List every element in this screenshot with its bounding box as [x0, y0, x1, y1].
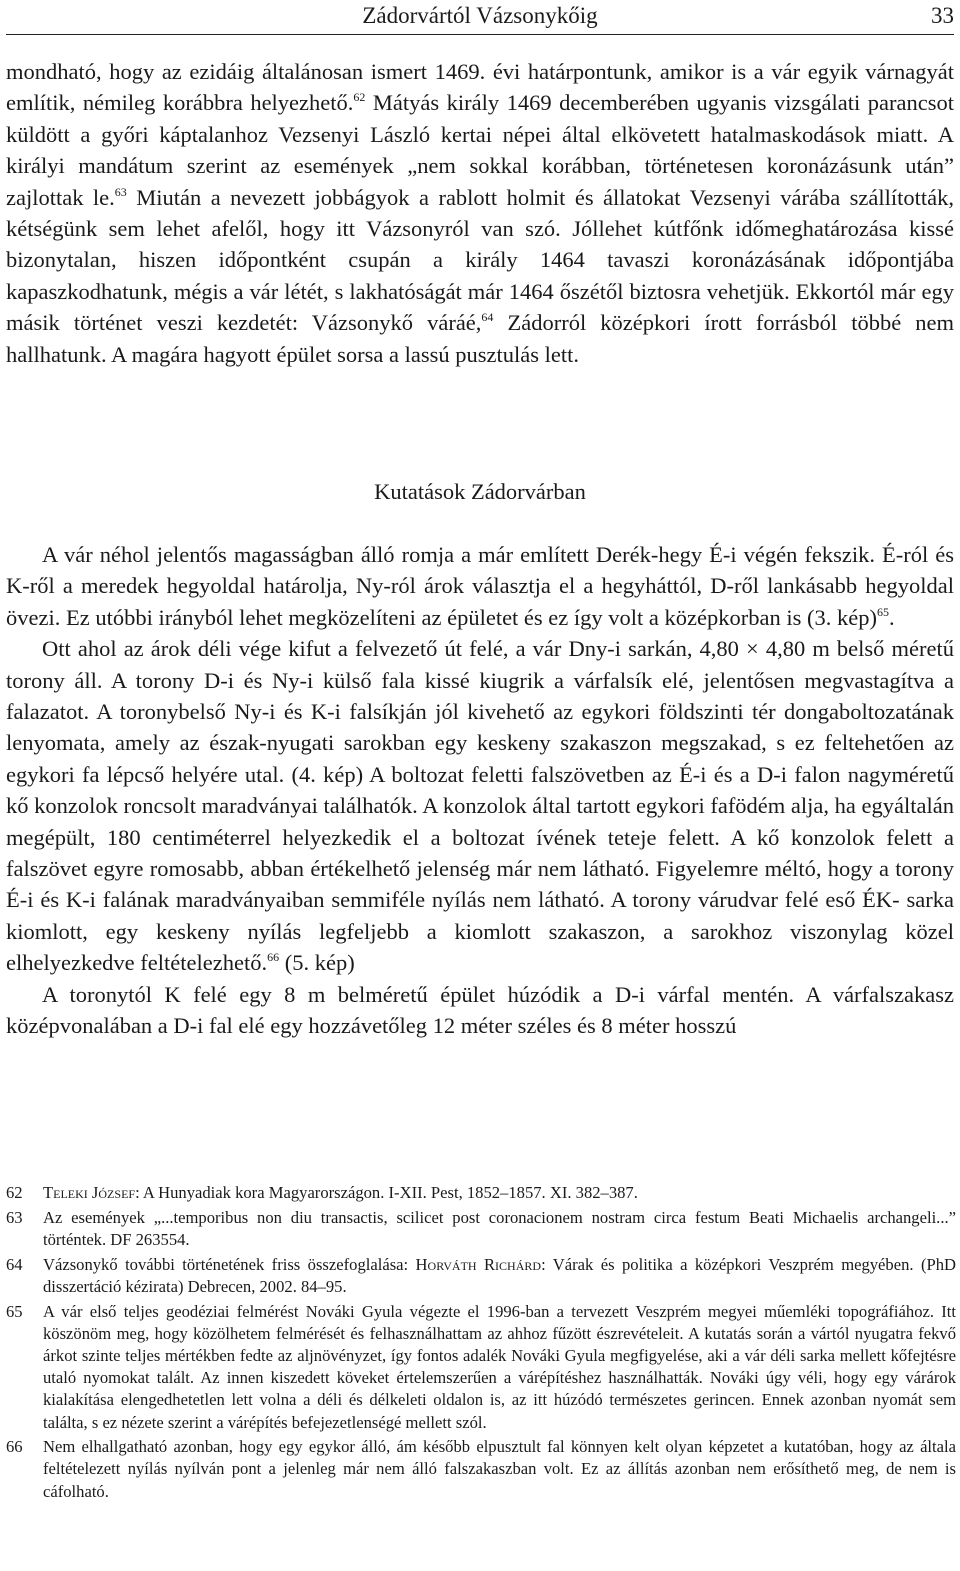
- body-text: [6, 56, 954, 370]
- footnote-number: 62: [6, 1183, 23, 1202]
- footnote-ref-63[interactable]: 63: [114, 184, 127, 199]
- footnote-text: A vár első teljes geodéziai felmérést Nováki Gyula végezte el 1996-ban a tervezett Veszprém megyei műemléki topográfiához. Itt köszönöm meg, hogy közölhetem felmérését és felhasználhattam az ahhoz fűzött észrevételeit. A kutatás során a vártól nyugatra fekvő árkot szinte teljes mértékben fedte az aljnövényzet, így fontos adalék Nováki Gyula megfigyelése, aki a vár déli sarka mellett kőfejtésre utaló nyomokat talált. Az innen kiszedett köveket értelemszerűen a várépítéshez használhatták. Nováki úgy véli, hogy egy várárok kialakítása elengedhetetlen lett volna a déli és délkeleti oldalon is, az itt húzódó természetes gerincen. Ennek azonban nyomát sem találta, s ez nézete szerint a várépítés befejezetlenségé mellett szól.: [43, 1301, 956, 1432]
- footnote-text: Vázsonykő további történetének friss összefoglalása:: [43, 1254, 416, 1274]
- footnote-63: [6, 1207, 956, 1251]
- page-number: 33: [931, 3, 954, 28]
- body-paragraph: [6, 56, 954, 370]
- footnote-number: 65: [6, 1301, 23, 1321]
- text-run: mondható, hogy az ezidáig általánosan ismert 1469. évi határpontunk, amikor is a vár egyik várnagyát említik, némileg korábbra helyezhető.: [6, 59, 954, 116]
- section-heading: Kutatások Zádorvárban: [374, 479, 586, 504]
- footnote-text: : Várak és politika a középkori Veszprém megyében. (PhD disszertáció kézirata) Debrecen, 2002. 84–95.: [43, 1254, 956, 1296]
- footnote-64: [6, 1254, 956, 1298]
- page-header: [6, 0, 954, 35]
- footnote-ref-64[interactable]: 64: [481, 310, 494, 325]
- footnote-62: [6, 1182, 956, 1204]
- section-paragraph: [6, 539, 954, 633]
- section-paragraph: A toronytól K felé egy 8 m belméretű épület húzódik a D-i várfal mentén. A várfalszakasz középvonalában a D-i fal elé egy hozzávetőleg 12 méter széles és 8 méter hosszú: [6, 981, 954, 1039]
- text-run: .: [888, 604, 895, 630]
- footnote-number: 66: [6, 1437, 23, 1457]
- running-title: Zádorvártól Vázsonykőig: [362, 3, 598, 28]
- section-paragraph: [6, 633, 954, 978]
- footnote-66: [6, 1436, 956, 1503]
- text-run: A vár néhol jelentős magasságban álló romja a már említett Derék-hegy É-i végén fekszik. É-ról és K-ről a meredek hegyoldal határolja, Ny-ról árok választja el a hegyháttól, D-ről lankásabb hegyoldal övezi. Ez utóbbi irányból lehet megközelíteni az épületet és ez így volt a középkorban is (3. kép): [6, 542, 954, 630]
- footnote-author: Teleki József: [43, 1183, 136, 1202]
- footnote-text: Nem elhallgatható azonban, hogy egy egykor álló, ám később elpusztult fal könnyen kelt olyan képzetet a kutatóban, hogy az általa feltételezett nyílás nyílván pont a jelenleg már nem álló falszakaszban volt. Ez az állítás azonban nem erősíthető meg, de nem is cáfolható.: [43, 1437, 956, 1501]
- footnote-number: 63: [6, 1207, 23, 1227]
- footnote-65: [6, 1301, 956, 1434]
- text-run: Mátyás király 1469 decemberében ugyanis vizsgálati parancsot küldött a győri káptalanhoz Vezsenyi László kertai népei által elkövetett hatalmaskodások miatt. A királyi mandátum szerint az események „nem sokkal korábban, történetesen koronázásunk után” zajlottak le.: [6, 90, 954, 210]
- section-text: [6, 539, 954, 1042]
- footnote-author: Horváth Richárd: [415, 1254, 542, 1274]
- footnote-ref-62[interactable]: 62: [353, 90, 366, 105]
- footnotes: [6, 1182, 956, 1505]
- footnote-text: : A Hunyadiak kora Magyarországon. I-XII. Pest, 1852–1857. XI. 382–387.: [135, 1183, 638, 1202]
- footnote-ref-65[interactable]: 65: [876, 604, 889, 619]
- footnote-ref-66[interactable]: 66: [267, 950, 280, 965]
- footnote-number: 64: [6, 1254, 23, 1274]
- text-run: Ott ahol az árok déli vége kifut a felvezető út felé, a vár Dny-i sarkán, 4,80 × 4,80 m belső méretű torony áll. A torony D-i és Ny-i külső fala kissé kiugrik a várfalsík elé, jelentősen megvastagítva a falazatot. A toronybelső Ny-i és K-i falsíkján jól kivehető az egykori földszinti tér dongaboltozatának lenyomata, amely az észak-nyugati sarokban egy keskeny szakaszon megszakad, s ez feltehetően az egykori fa lépcső helyére utal. (4. kép) A boltozat feletti falszövetben az É-i és a D-i falon nagyméretű kő konzolok roncsolt maradványai találhatók. A konzolok által tartott egykori faföd​ém alja, ha egyáltalán megépült, 180 centiméterrel helyezkedik el a boltozat ívének teteje felett. A kő konzolok felett a falszövet egyre romosabb, abban értékelhető jelenség már nem látható. Figyelemre méltó, hogy a torony É-i és K-i falának maradványaiban semmiféle nyílás nem látható. A torony várudvar felé eső ÉK- sarka kiomlott, egy keskeny nyílás legfeljebb a kiomlott szakaszon, a sarokhoz viszonylag közel elhelyezkedve feltételezhető.: [6, 636, 954, 976]
- text-run: Miután a nevezett jobbágyok a rablott holmit és állatokat Vezsenyi várába szállították, kétségünk sem lehet afelől, hogy itt Vázsonyról van szó. Jóllehet kútfőnk időmeghatározása kissé bizonytalan, hiszen időpontként csupán a király 1464 tavaszi koronázásának időpontjába kapaszkodhatunk, mégis a vár létét, s lakhatóságát már 1464 őszétől biztosra vehetjük. Ekkortól már egy másik történet veszi kezdetét: Vázsonykő váráé,: [6, 184, 955, 336]
- footnote-text: Az események „...temporibus non diu transactis, scilicet post coronacionem nostram circa festum Beati Michaelis archangeli...” történtek. DF 263554.: [43, 1207, 956, 1249]
- text-run: Zádorról középkori írott forrásból többé nem hallhatunk. A magára hagyott épület sorsa a lassú pusztulás lett.: [6, 310, 954, 367]
- text-run: (5. kép): [279, 950, 355, 976]
